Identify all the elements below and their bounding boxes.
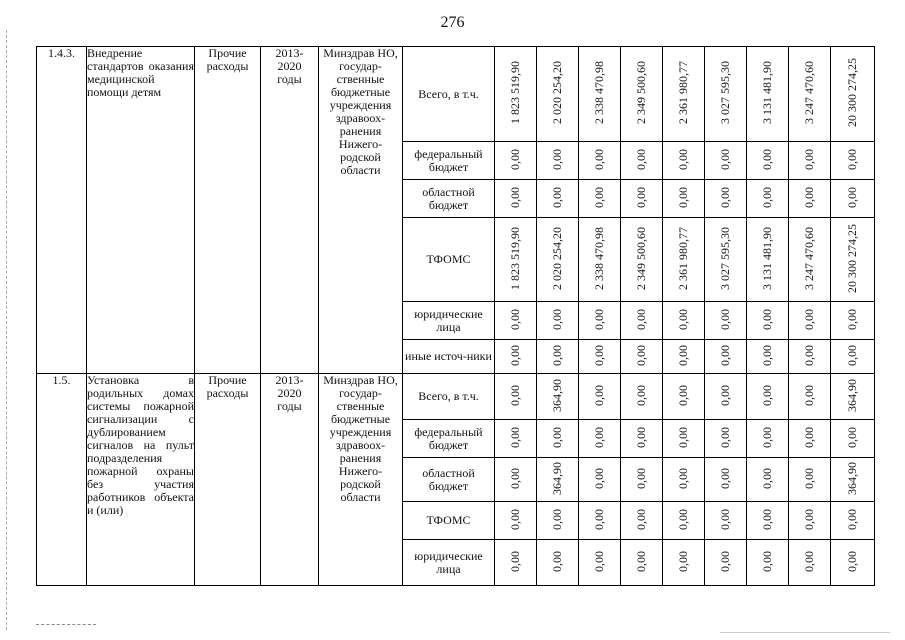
amount-value: 0,00 bbox=[845, 508, 859, 530]
amount-cell bbox=[621, 302, 663, 340]
amount-value: 0,00 bbox=[508, 344, 522, 366]
amount-cell bbox=[495, 142, 537, 180]
amount-value: 0,00 bbox=[760, 186, 774, 208]
amount-value: 0,00 bbox=[676, 426, 690, 448]
amount-value: 0,00 bbox=[550, 550, 564, 572]
amount-value: 0,00 bbox=[845, 186, 859, 208]
table-row bbox=[37, 47, 875, 142]
amount-value: 364,90 bbox=[845, 461, 859, 495]
amount-cell bbox=[663, 540, 705, 586]
amount-value: 0,00 bbox=[550, 148, 564, 170]
amount-value: 0,00 bbox=[634, 550, 648, 572]
amount-cell bbox=[789, 374, 831, 420]
amount-value: 0,00 bbox=[550, 508, 564, 530]
amount-cell bbox=[831, 420, 875, 458]
amount-value: 0,00 bbox=[592, 308, 606, 330]
amount-value: 0,00 bbox=[718, 550, 732, 572]
amount-cell bbox=[705, 302, 747, 340]
amount-cell bbox=[747, 458, 789, 502]
amount-cell bbox=[747, 340, 789, 374]
amount-cell bbox=[831, 302, 875, 340]
amount-cell bbox=[537, 218, 579, 302]
amount-value: 0,00 bbox=[592, 550, 606, 572]
amount-cell bbox=[831, 540, 875, 586]
amount-cell bbox=[789, 180, 831, 218]
funding-source: областной бюджет bbox=[403, 180, 495, 218]
amount-value: 0,00 bbox=[550, 186, 564, 208]
amount-value: 2 349 500,60 bbox=[634, 61, 648, 124]
amount-value: 0,00 bbox=[718, 384, 732, 406]
amount-value: 1 823 519,90 bbox=[508, 226, 522, 290]
amount-cell bbox=[537, 142, 579, 180]
amount-cell bbox=[747, 302, 789, 340]
amount-value: 0,00 bbox=[634, 384, 648, 406]
amount-value: 0,00 bbox=[676, 508, 690, 530]
amount-value: 0,00 bbox=[760, 344, 774, 366]
amount-value: 0,00 bbox=[508, 384, 522, 406]
amount-cell bbox=[663, 374, 705, 420]
amount-cell bbox=[621, 142, 663, 180]
item-name: Внедрение стандартов оказания медицинской помощи детям bbox=[87, 47, 195, 374]
amount-value: 0,00 bbox=[508, 467, 522, 489]
funding-source: федеральный бюджет bbox=[403, 420, 495, 458]
amount-value: 0,00 bbox=[508, 308, 522, 330]
amount-cell bbox=[537, 180, 579, 218]
amount-cell bbox=[705, 502, 747, 540]
amount-cell bbox=[747, 218, 789, 302]
amount-cell bbox=[831, 502, 875, 540]
page-footer-rule bbox=[36, 624, 96, 626]
amount-cell bbox=[831, 218, 875, 302]
amount-value: 0,00 bbox=[550, 426, 564, 448]
amount-value: 2 338 470,98 bbox=[592, 61, 606, 124]
amount-cell bbox=[663, 420, 705, 458]
amount-cell bbox=[579, 302, 621, 340]
amount-cell bbox=[537, 502, 579, 540]
amount-cell bbox=[705, 47, 747, 142]
amount-cell bbox=[495, 47, 537, 142]
amount-value: 0,00 bbox=[634, 186, 648, 208]
amount-cell bbox=[747, 180, 789, 218]
amount-cell bbox=[831, 340, 875, 374]
amount-cell bbox=[579, 540, 621, 586]
amount-value: 0,00 bbox=[802, 467, 816, 489]
amount-cell bbox=[789, 458, 831, 502]
page-footer-rule-right bbox=[720, 632, 890, 634]
amount-value: 364,90 bbox=[845, 378, 859, 412]
amount-value: 0,00 bbox=[550, 344, 564, 366]
amount-value: 3 247 470,60 bbox=[802, 61, 816, 124]
amount-cell bbox=[537, 340, 579, 374]
executor: Минздрав НО, государ-ственные бюджетные учреждения здравоох-ранения Нижего-родской области bbox=[319, 374, 403, 586]
amount-cell bbox=[621, 218, 663, 302]
amount-cell bbox=[537, 458, 579, 502]
amount-cell bbox=[663, 218, 705, 302]
funding-source: ТФОМС bbox=[403, 502, 495, 540]
expense-type: Прочие расходы bbox=[195, 47, 261, 374]
amount-cell bbox=[579, 218, 621, 302]
amount-cell bbox=[621, 540, 663, 586]
amount-value: 0,00 bbox=[676, 550, 690, 572]
amount-cell bbox=[705, 340, 747, 374]
amount-value: 0,00 bbox=[760, 308, 774, 330]
funding-source: юридические лица bbox=[403, 302, 495, 340]
amount-cell bbox=[621, 340, 663, 374]
funding-source: областной бюджет bbox=[403, 458, 495, 502]
amount-value: 0,00 bbox=[676, 308, 690, 330]
amount-value: 0,00 bbox=[676, 467, 690, 489]
amount-cell bbox=[537, 47, 579, 142]
amount-value: 0,00 bbox=[845, 148, 859, 170]
scan-margin-line bbox=[6, 30, 8, 630]
amount-cell bbox=[747, 540, 789, 586]
amount-cell bbox=[663, 458, 705, 502]
amount-value: 0,00 bbox=[508, 508, 522, 530]
expense-type: Прочие расходы bbox=[195, 374, 261, 586]
amount-cell bbox=[537, 420, 579, 458]
amount-value: 0,00 bbox=[718, 467, 732, 489]
amount-value: 0,00 bbox=[718, 186, 732, 208]
amount-cell bbox=[537, 302, 579, 340]
amount-cell bbox=[495, 502, 537, 540]
amount-value: 0,00 bbox=[802, 344, 816, 366]
amount-cell bbox=[621, 502, 663, 540]
period: 2013- 2020 годы bbox=[261, 47, 319, 374]
amount-cell bbox=[579, 340, 621, 374]
amount-value: 0,00 bbox=[508, 148, 522, 170]
amount-cell bbox=[495, 180, 537, 218]
amount-cell bbox=[663, 142, 705, 180]
amount-cell bbox=[705, 540, 747, 586]
amount-value: 0,00 bbox=[802, 186, 816, 208]
amount-value: 0,00 bbox=[676, 186, 690, 208]
amount-value: 0,00 bbox=[676, 344, 690, 366]
amount-cell bbox=[663, 502, 705, 540]
amount-cell bbox=[705, 458, 747, 502]
amount-cell bbox=[621, 374, 663, 420]
amount-cell bbox=[747, 374, 789, 420]
amount-cell bbox=[495, 340, 537, 374]
amount-value: 0,00 bbox=[634, 467, 648, 489]
amount-cell bbox=[663, 180, 705, 218]
table-row bbox=[37, 374, 875, 420]
amount-cell bbox=[621, 458, 663, 502]
amount-cell bbox=[495, 540, 537, 586]
amount-cell bbox=[621, 180, 663, 218]
amount-cell bbox=[495, 458, 537, 502]
amount-value: 0,00 bbox=[845, 308, 859, 330]
item-name: Установка в родильных домах системы пожарной сигнализации с дублированием сигналов на пульт подразделения пожарной охраны без участия работников объекта и (или) bbox=[87, 374, 195, 586]
amount-cell bbox=[579, 420, 621, 458]
amount-value: 3 247 470,60 bbox=[802, 226, 816, 290]
amount-cell bbox=[789, 47, 831, 142]
amount-cell bbox=[579, 458, 621, 502]
amount-cell bbox=[579, 180, 621, 218]
amount-cell bbox=[705, 180, 747, 218]
amount-cell bbox=[789, 502, 831, 540]
executor: Минздрав НО, государ-ственные бюджетные учреждения здравоох-ранения Нижего-родской области bbox=[319, 47, 403, 374]
amount-value: 0,00 bbox=[802, 384, 816, 406]
amount-value: 3 027 595,30 bbox=[718, 226, 732, 290]
amount-value: 2 338 470,98 bbox=[592, 226, 606, 290]
amount-cell bbox=[579, 502, 621, 540]
amount-cell bbox=[705, 218, 747, 302]
amount-value: 0,00 bbox=[802, 508, 816, 530]
amount-cell bbox=[621, 420, 663, 458]
amount-value: 2 349 500,60 bbox=[634, 226, 648, 290]
amount-cell bbox=[705, 142, 747, 180]
amount-value: 0,00 bbox=[592, 344, 606, 366]
amount-value: 0,00 bbox=[508, 550, 522, 572]
amount-cell bbox=[495, 302, 537, 340]
amount-value: 1 823 519,90 bbox=[508, 61, 522, 124]
amount-cell bbox=[789, 420, 831, 458]
funding-source: юридические лица bbox=[403, 540, 495, 586]
amount-cell bbox=[831, 142, 875, 180]
amount-value: 0,00 bbox=[760, 384, 774, 406]
amount-cell bbox=[831, 47, 875, 142]
funding-source: ТФОМС bbox=[403, 218, 495, 302]
amount-value: 0,00 bbox=[760, 550, 774, 572]
amount-cell bbox=[663, 302, 705, 340]
amount-cell bbox=[747, 47, 789, 142]
amount-value: 0,00 bbox=[802, 550, 816, 572]
amount-value: 0,00 bbox=[634, 148, 648, 170]
funding-source: Всего, в т.ч. bbox=[403, 374, 495, 420]
amount-cell bbox=[789, 302, 831, 340]
amount-cell bbox=[831, 374, 875, 420]
amount-cell bbox=[705, 374, 747, 420]
funding-source: иные источ-ники bbox=[403, 340, 495, 374]
amount-value: 0,00 bbox=[760, 508, 774, 530]
amount-value: 0,00 bbox=[592, 186, 606, 208]
amount-cell bbox=[579, 47, 621, 142]
amount-value: 0,00 bbox=[592, 148, 606, 170]
amount-cell bbox=[537, 374, 579, 420]
amount-value: 0,00 bbox=[634, 508, 648, 530]
amount-value: 0,00 bbox=[718, 426, 732, 448]
amount-value: 0,00 bbox=[718, 148, 732, 170]
amount-value: 2 020 254,20 bbox=[550, 226, 564, 290]
amount-cell bbox=[495, 420, 537, 458]
amount-value: 0,00 bbox=[592, 508, 606, 530]
amount-value: 20 300 274,25 bbox=[845, 58, 859, 127]
item-number: 1.5. bbox=[37, 374, 87, 586]
period: 2013- 2020 годы bbox=[261, 374, 319, 586]
amount-value: 0,00 bbox=[676, 148, 690, 170]
funding-source: федеральный бюджет bbox=[403, 142, 495, 180]
amount-value: 364,90 bbox=[550, 378, 564, 412]
amount-value: 2 361 980,77 bbox=[676, 61, 690, 124]
amount-value: 0,00 bbox=[718, 508, 732, 530]
amount-cell bbox=[789, 340, 831, 374]
amount-value: 0,00 bbox=[802, 308, 816, 330]
amount-cell bbox=[747, 142, 789, 180]
amount-cell bbox=[579, 374, 621, 420]
amount-cell bbox=[495, 218, 537, 302]
amount-value: 0,00 bbox=[845, 550, 859, 572]
amount-value: 0,00 bbox=[508, 426, 522, 448]
amount-value: 0,00 bbox=[592, 384, 606, 406]
amount-value: 0,00 bbox=[592, 467, 606, 489]
item-number: 1.4.3. bbox=[37, 47, 87, 374]
amount-value: 0,00 bbox=[718, 344, 732, 366]
amount-value: 3 131 481,90 bbox=[760, 61, 774, 124]
amount-value: 0,00 bbox=[845, 344, 859, 366]
amount-value: 0,00 bbox=[676, 384, 690, 406]
amount-cell bbox=[789, 540, 831, 586]
page-number: 276 bbox=[440, 14, 465, 31]
amount-cell bbox=[579, 142, 621, 180]
amount-value: 0,00 bbox=[508, 186, 522, 208]
amount-cell bbox=[495, 374, 537, 420]
amount-cell bbox=[621, 47, 663, 142]
amount-value: 0,00 bbox=[550, 308, 564, 330]
amount-value: 0,00 bbox=[634, 426, 648, 448]
amount-cell bbox=[663, 340, 705, 374]
amount-cell bbox=[831, 458, 875, 502]
amount-cell bbox=[747, 502, 789, 540]
amount-cell bbox=[537, 540, 579, 586]
amount-value: 0,00 bbox=[802, 426, 816, 448]
amount-value: 2 361 980,77 bbox=[676, 226, 690, 290]
amount-cell bbox=[789, 142, 831, 180]
amount-value: 2 020 254,20 bbox=[550, 61, 564, 124]
amount-value: 0,00 bbox=[845, 426, 859, 448]
amount-value: 0,00 bbox=[760, 467, 774, 489]
amount-value: 3 027 595,30 bbox=[718, 61, 732, 124]
amount-value: 0,00 bbox=[592, 426, 606, 448]
amount-cell bbox=[747, 420, 789, 458]
amount-value: 364,90 bbox=[550, 461, 564, 495]
amount-value: 3 131 481,90 bbox=[760, 226, 774, 290]
amount-value: 0,00 bbox=[760, 426, 774, 448]
amount-cell bbox=[789, 218, 831, 302]
amount-cell bbox=[663, 47, 705, 142]
amount-value: 0,00 bbox=[760, 148, 774, 170]
amount-value: 20 300 274,25 bbox=[845, 223, 859, 293]
amount-value: 0,00 bbox=[718, 308, 732, 330]
funding-source: Всего, в т.ч. bbox=[403, 47, 495, 142]
table-body bbox=[37, 47, 875, 586]
budget-table bbox=[36, 46, 875, 586]
amount-value: 0,00 bbox=[802, 148, 816, 170]
amount-value: 0,00 bbox=[634, 344, 648, 366]
amount-cell bbox=[831, 180, 875, 218]
amount-cell bbox=[705, 420, 747, 458]
amount-value: 0,00 bbox=[634, 308, 648, 330]
